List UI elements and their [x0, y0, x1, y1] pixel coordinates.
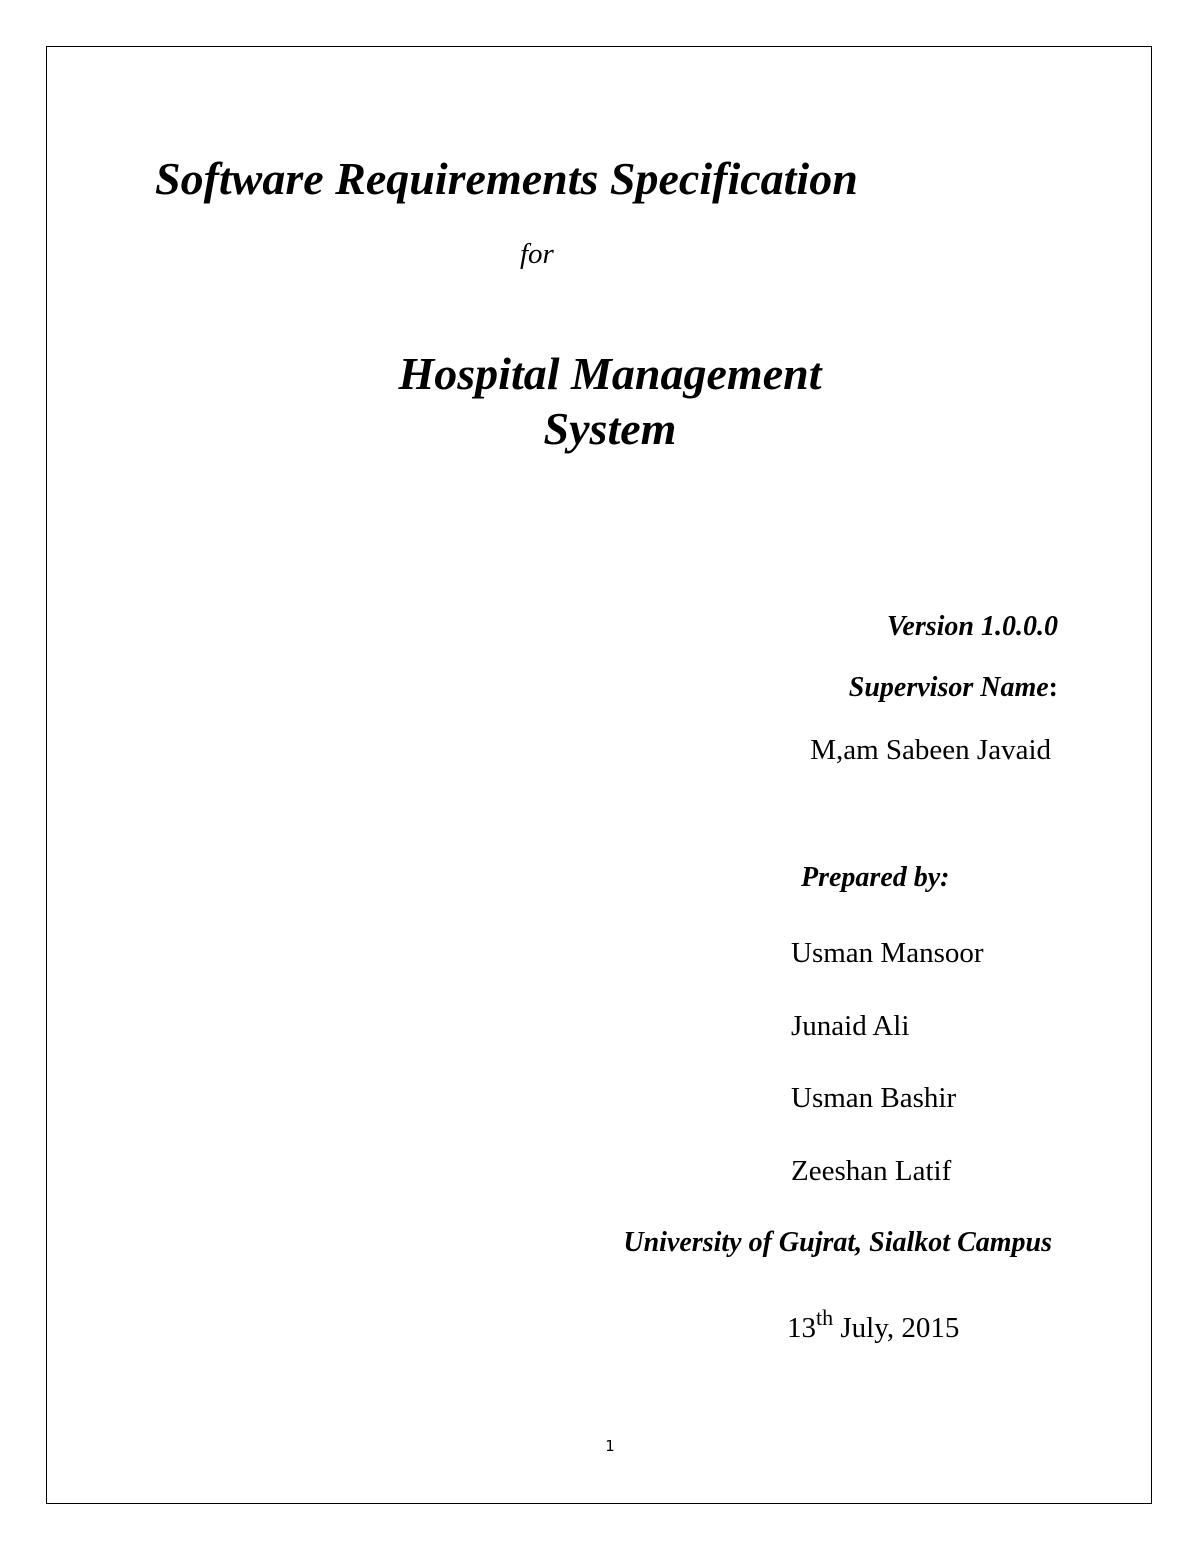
- supervisor-label-colon: :: [1048, 672, 1058, 703]
- supervisor-name: M,am Sabeen Javaid: [810, 734, 1051, 766]
- date-rest: July, 2015: [833, 1312, 960, 1344]
- system-name-line-2: System: [543, 403, 677, 454]
- supervisor-label: [849, 671, 1058, 705]
- team-member: Usman Mansoor: [791, 937, 984, 969]
- team-member: Usman Bashir: [791, 1082, 957, 1114]
- version-label: Version 1.0.0.0: [886, 611, 1058, 642]
- system-name-line-1: Hospital Management: [398, 348, 822, 399]
- supervisor-label-text: Supervisor Name: [848, 672, 1049, 703]
- document-title: Software Requirements Specification: [155, 153, 858, 204]
- for-word: for: [520, 238, 554, 270]
- document-date: [787, 1300, 959, 1346]
- date-suffix: th: [816, 1305, 834, 1330]
- system-name: [330, 346, 890, 456]
- date-day: 13: [787, 1312, 816, 1344]
- team-member: Zeeshan Latif: [791, 1155, 952, 1187]
- prepared-by-label: Prepared by:: [801, 862, 950, 893]
- university-name: University of Gujrat, Sialkot Campus: [623, 1227, 1052, 1258]
- page-number: 1: [605, 1437, 615, 1455]
- page-border: [46, 46, 1152, 1504]
- team-member: Junaid Ali: [791, 1010, 910, 1042]
